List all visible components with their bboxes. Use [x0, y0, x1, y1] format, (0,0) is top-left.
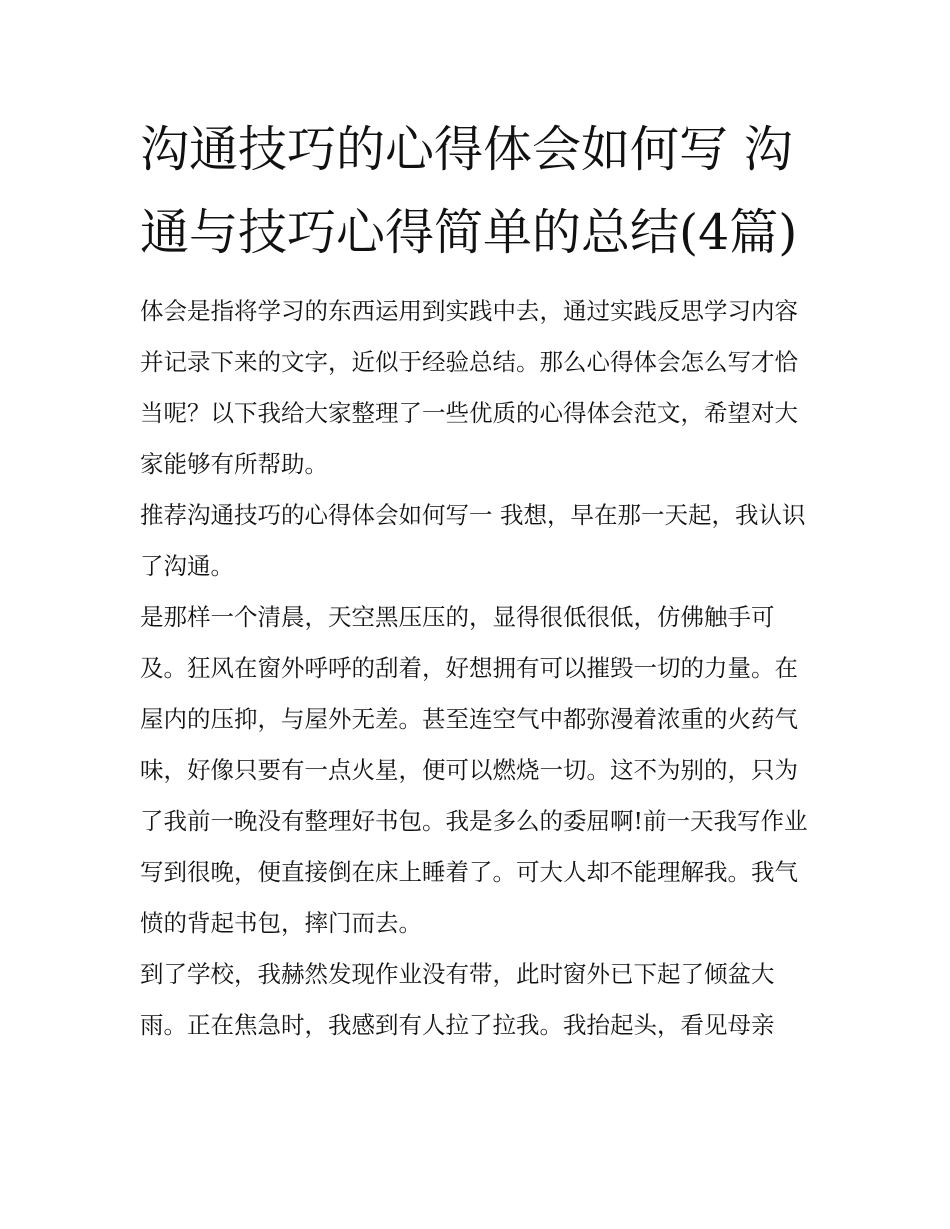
paragraph-morning: 是那样一个清晨，天空黑压压的，显得很低很低，仿佛触手可及。狂风在窗外呼呼的刮着，好想拥有可以摧毁一切的力量。在屋内的压抑，与屋外无差。甚至连空气中都弥漫着浓重的火药气味，好像只要有一点火星，便可以燃烧一切。这不为别的，只为了我前一晚没有整理好书包。我是多么的委屈啊!前一天我写作业写到很晚，便直接倒在床上睡着了。可大人却不能理解我。我气愤的背起书包，摔门而去。	[140, 603, 808, 937]
paragraph-recommend: 推荐沟通技巧的心得体会如何写一 我想，早在那一天起，我认识了沟通。	[140, 501, 806, 580]
document-page	[140, 108, 815, 1051]
document-body	[140, 286, 815, 1051]
paragraph-school: 到了学校，我赫然发现作业没有带，此时窗外已下起了倾盆大雨。正在焦急时，我感到有人拉了拉我。我抬起头，看见母亲	[140, 960, 775, 1039]
paragraph-intro: 体会是指将学习的东西运用到实践中去，通过实践反思学习内容并记录下来的文字，近似于经验总结。那么心得体会怎么写才恰当呢？以下我给大家整理了一些优质的心得体会范文，希望对大家能够有所帮助。	[140, 297, 798, 478]
document-title: 沟通技巧的心得体会如何写 沟通与技巧心得简单的总结(4篇)	[140, 121, 798, 261]
